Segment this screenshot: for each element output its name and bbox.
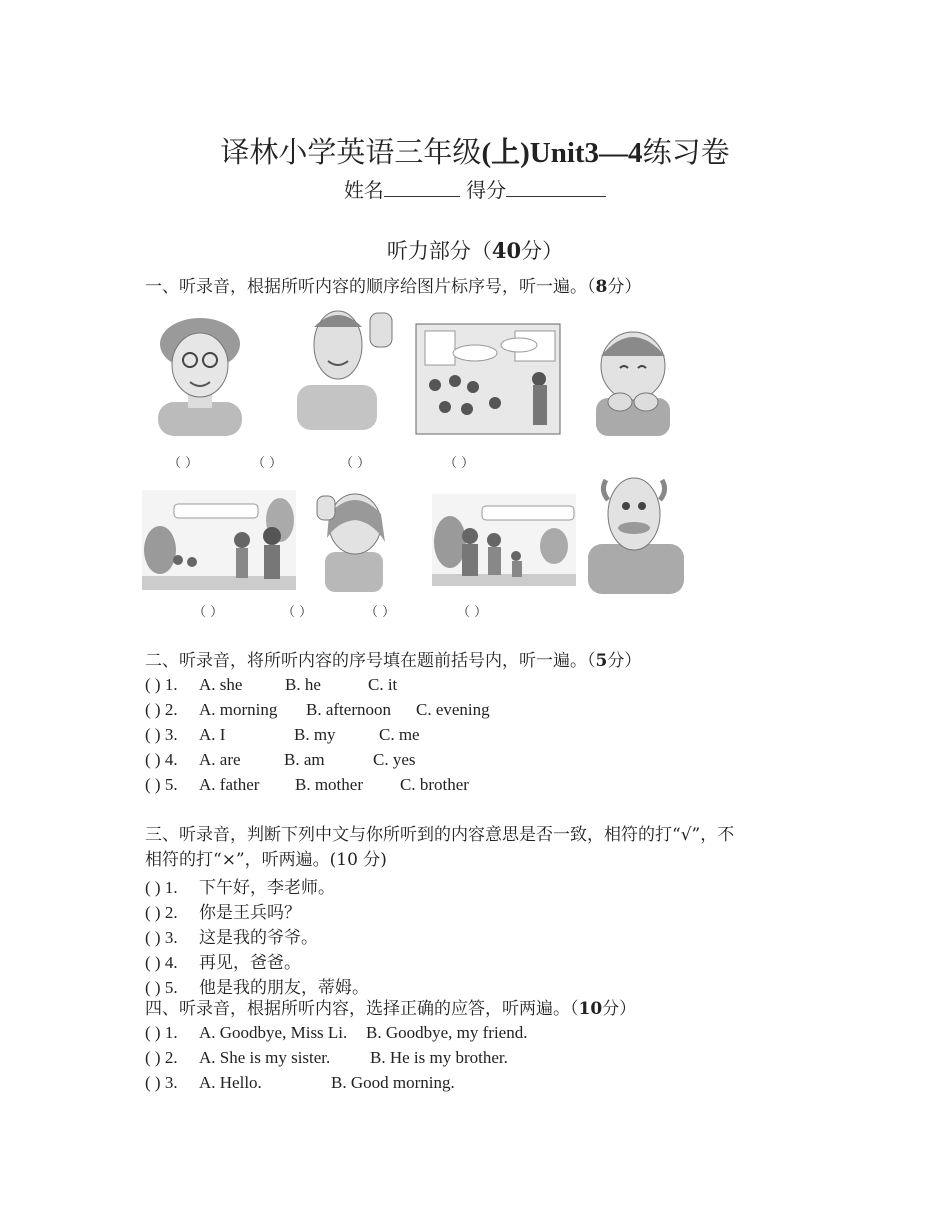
part3-instruction-line1: 三、听录音，判断下列中文与你所听到的内容意思是否一致，相符的打“√”，不 (145, 825, 735, 845)
picture-7-answer[interactable]: （ ） (365, 605, 396, 620)
part2-question-4[interactable]: ( ) 4. A. are B. am C. yes (145, 750, 416, 769)
part2-instruction: 二、听录音，将所听内容的序号填在题前括号内，听一遍。（5分） (145, 651, 642, 671)
grandmother-picture (150, 310, 250, 436)
score-blank[interactable] (506, 178, 606, 197)
grandfather-picture (584, 470, 688, 594)
title-unit: Unit3—4 (529, 137, 643, 169)
picture-3-answer[interactable]: （ ） (340, 456, 371, 471)
girl-waving-picture (313, 482, 395, 592)
part2-question-3[interactable]: ( ) 3. A. I B. my C. me (145, 725, 420, 744)
picture-5-answer[interactable]: （ ） (193, 605, 224, 620)
classroom-picture (415, 323, 561, 435)
boy-laughing-picture (590, 318, 676, 436)
park-greeting-picture (142, 490, 296, 590)
part1-instruction: 一、听录音，根据所听内容的顺序给图片标序号，听一遍。（8分） (145, 277, 642, 297)
name-label: 姓名 (343, 178, 384, 202)
part3-question-1[interactable]: ( ) 1. 下午好，李老师。 (145, 878, 335, 897)
page-title (0, 130, 950, 171)
picture-4-answer[interactable]: （ ） (444, 456, 475, 471)
part4-question-3[interactable]: ( ) 3. A. Hello. B. Good morning. (145, 1073, 455, 1092)
father-waving-picture (292, 305, 397, 430)
title-end: 练习卷 (642, 135, 730, 169)
part3-question-4[interactable]: ( ) 4. 再见，爸爸。 (145, 953, 301, 972)
park-grandpa-picture (432, 494, 576, 586)
part3-instruction-line2: 相符的打“×”，听两遍。(10 分) (145, 850, 387, 870)
part4-question-1[interactable]: ( ) 1. A. Goodbye, Miss Li. B. Goodbye, my friend. (145, 1023, 528, 1042)
title-chinese: 译林小学英语三年级 (220, 135, 482, 169)
picture-2-answer[interactable]: （ ） (252, 456, 283, 471)
listening-heading: 听力部分（40分） (386, 238, 564, 263)
picture-8-answer[interactable]: （ ） (457, 605, 488, 620)
part3-question-2[interactable]: ( ) 2. 你是王兵吗？ (145, 903, 301, 922)
part2-question-1[interactable]: ( ) 1. A. she B. he C. it (145, 675, 398, 694)
part2-question-2[interactable]: ( ) 2. A. morning B. afternoon C. evening (145, 700, 490, 719)
part3-question-5[interactable]: ( ) 5. 他是我的朋友，蒂姆。 (145, 978, 369, 997)
part2-question-5[interactable]: ( ) 5. A. father B. mother C. brother (145, 775, 469, 794)
title-paren: (上) (481, 137, 530, 169)
part4-instruction: 四、听录音，根据所听内容，选择正确的应答，听两遍。（10分） (145, 999, 637, 1019)
name-score-line (0, 174, 950, 203)
picture-6-answer[interactable]: （ ） (282, 605, 313, 620)
part3-question-3[interactable]: ( ) 3. 这是我的爷爷。 (145, 928, 318, 947)
picture-1-answer[interactable]: （ ） (168, 456, 199, 471)
name-blank[interactable] (384, 178, 460, 197)
part4-question-2[interactable]: ( ) 2. A. She is my sister. B. He is my brother. (145, 1048, 508, 1067)
score-label: 得分 (466, 178, 507, 202)
